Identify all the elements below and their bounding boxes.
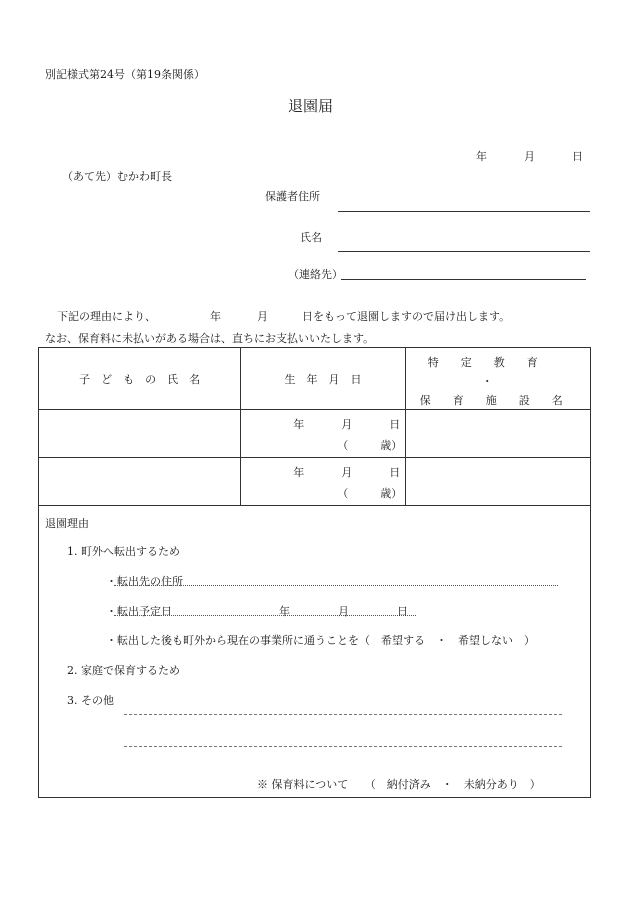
child-table [38,347,591,506]
move-year: 年 [279,605,290,618]
table-header-row [39,348,591,410]
facility-cell-2[interactable] [405,458,590,506]
row2-age-close: 歳） [380,487,403,500]
row1-year: 年 [293,418,305,431]
header-facility-line1: 特 定 教 育 [427,356,538,369]
header-birthdate: 生 年 月 日 [241,348,405,410]
move-month: 月 [338,605,349,618]
row1-month: 月 [341,418,353,431]
guardian-name-line[interactable] [338,251,590,252]
address-dotted-line[interactable] [114,585,558,586]
date-year-label: 年 [476,150,487,163]
other-dashed-line-1[interactable] [124,714,562,715]
guardian-address-line[interactable] [338,211,590,212]
row2-day: 日 [389,466,401,479]
statement-suffix: 日をもって退園しますので届け出します。 [302,310,511,323]
guardian-name-label: 氏名 [300,231,322,244]
addressee: （あて先）むかわ町長 [62,170,172,183]
statement-year: 年 [210,310,221,323]
statement-line2: なお、保育料に未払いがある場合は、直ちにお支払いいたします。 [45,332,375,345]
fee-note[interactable]: ※ 保育料について （ 納付済み ・ 未納分あり ） [257,778,541,791]
date-month-label: 月 [524,150,535,163]
other-dashed-line-2[interactable] [124,746,562,747]
row2-year: 年 [293,466,305,479]
child-name-cell-1[interactable] [39,410,241,458]
child-name-cell-2[interactable] [39,458,241,506]
reason-item-1[interactable]: 1. 町外へ転出するため [67,545,180,558]
statement-prefix: 下記の理由により、 [57,310,156,323]
guardian-address-label: 保護者住所 [265,190,320,203]
contact-label: （連絡先） [288,268,343,281]
date-day-label: 日 [572,150,583,163]
contact-line[interactable] [341,279,586,280]
date-dotted-line[interactable] [114,615,416,616]
row2-age-open: （ [337,487,349,500]
form-number: 別記様式第24号（第19条関係） [45,68,205,81]
reason-item-3[interactable]: 3. その他 [67,694,114,707]
row1-day: 日 [389,418,401,431]
reason-item-2[interactable]: 2. 家庭で保育するため [67,664,180,677]
move-day: 日 [397,605,408,618]
reason-item-1-commute[interactable]: ・転出した後も町外から現在の事業所に通うことを（ 希望する ・ 希望しない ） [106,634,535,647]
header-facility-line2: 保 育 施 設 名 [419,394,563,407]
header-child-name: 子 ど も の 氏 名 [39,348,241,410]
statement-month: 月 [257,310,268,323]
table-row [39,458,591,506]
facility-cell-1[interactable] [405,410,590,458]
reason-heading: 退園理由 [45,517,89,530]
row1-age-open: （ [337,439,349,452]
row2-month: 月 [341,466,353,479]
birthdate-cell-1[interactable] [241,410,405,458]
table-row [39,410,591,458]
header-facility-dot: ・ [481,375,493,388]
reason-item-1-address: ・転出先の住所 [106,575,183,588]
page-title: 退園届 [288,97,334,115]
birthdate-cell-2[interactable] [241,458,405,506]
reason-item-1-date: ・転出予定日 [106,605,172,618]
header-facility [405,348,590,410]
row1-age-close: 歳） [380,439,403,452]
